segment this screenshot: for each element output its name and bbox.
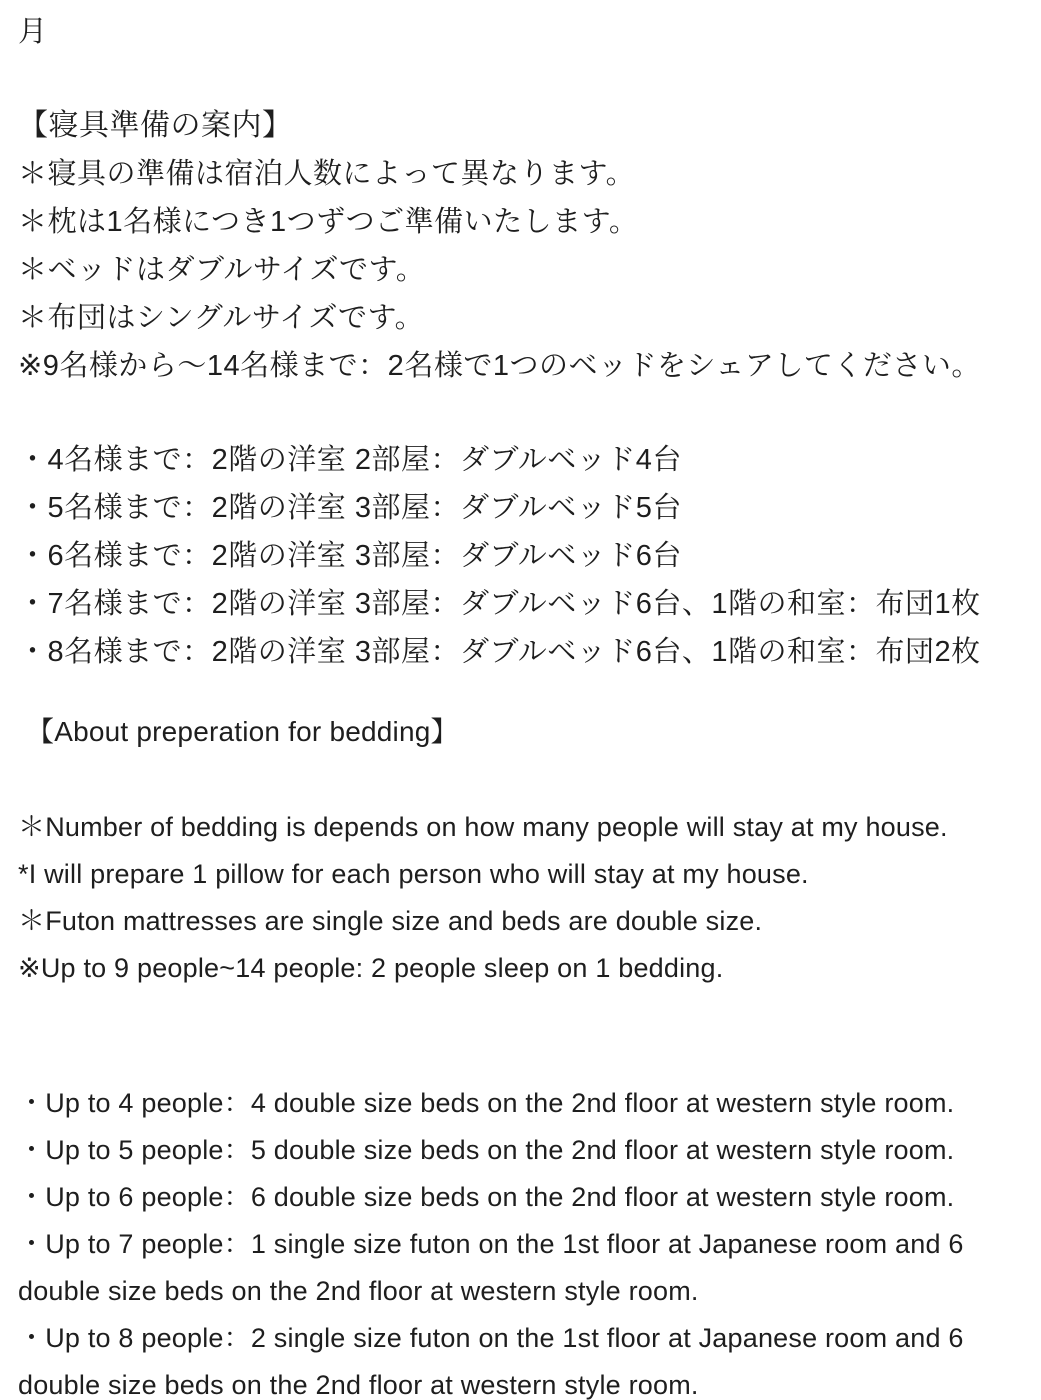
- japanese-note: ＊布団はシングルサイズです。: [18, 302, 425, 334]
- japanese-notes: [18, 150, 1019, 390]
- japanese-capacity-item: ・4名様まで：2階の洋室 2部屋：ダブルベッド4台: [18, 444, 682, 476]
- english-note: ＊Number of bedding is depends on how many people will stay at my house.: [18, 812, 948, 842]
- japanese-note: ＊枕は1名様につき1つずつご準備いたします。: [18, 206, 639, 238]
- japanese-capacity-item: ・8名様まで：2階の洋室 3部屋：ダブルベッド6台、1階の和室：布団2枚: [18, 636, 981, 668]
- english-notes: [18, 804, 1019, 992]
- japanese-capacity-list: [18, 436, 1019, 676]
- english-capacity-item: ・Up to 8 people：2 single size futon on the 1st floor at Japanese room and 6 double size beds on the 2nd floor at western style room.: [18, 1323, 964, 1400]
- english-section-heading: 【About preperation for bedding】: [26, 716, 459, 747]
- japanese-capacity-item: ・6名様まで：2階の洋室 3部屋：ダブルベッド6台: [18, 540, 682, 572]
- english-capacity-item: ・Up to 5 people：5 double size beds on the 2nd floor at western style room.: [18, 1135, 955, 1165]
- english-note: ※Up to 9 people~14 people: 2 people sleep on 1 bedding.: [18, 953, 724, 983]
- english-note: ＊Futon mattresses are single size and beds are double size.: [18, 906, 763, 936]
- japanese-capacity-item: ・5名様まで：2階の洋室 3部屋：ダブルベッド5台: [18, 492, 682, 524]
- english-section: [18, 708, 1019, 1400]
- japanese-section-heading: 【寝具準備の案内】: [18, 109, 293, 142]
- japanese-note: ＊ベッドはダブルサイズです。: [18, 254, 426, 286]
- japanese-note: ＊寝具の準備は宿泊人数によって異なります。: [18, 158, 636, 190]
- date-label: 月: [18, 16, 48, 48]
- english-capacity-item: ・Up to 6 people：6 double size beds on the 2nd floor at western style room.: [18, 1182, 955, 1212]
- japanese-section: [18, 102, 1019, 676]
- english-note: *I will prepare 1 pillow for each person who will stay at my house.: [18, 859, 809, 889]
- japanese-note: ※9名様から～14名様まで：2名様で1つのベッドをシェアしてください。: [18, 350, 981, 382]
- english-capacity-item: ・Up to 7 people：1 single size futon on the 1st floor at Japanese room and 6 double size beds on the 2nd floor at western style room.: [18, 1229, 964, 1306]
- english-capacity-item: ・Up to 4 people：4 double size beds on the 2nd floor at western style room.: [18, 1088, 955, 1118]
- english-capacity-list: [18, 1080, 1019, 1400]
- japanese-capacity-item: ・7名様まで：2階の洋室 3部屋：ダブルベッド6台、1階の和室：布団1枚: [18, 588, 981, 620]
